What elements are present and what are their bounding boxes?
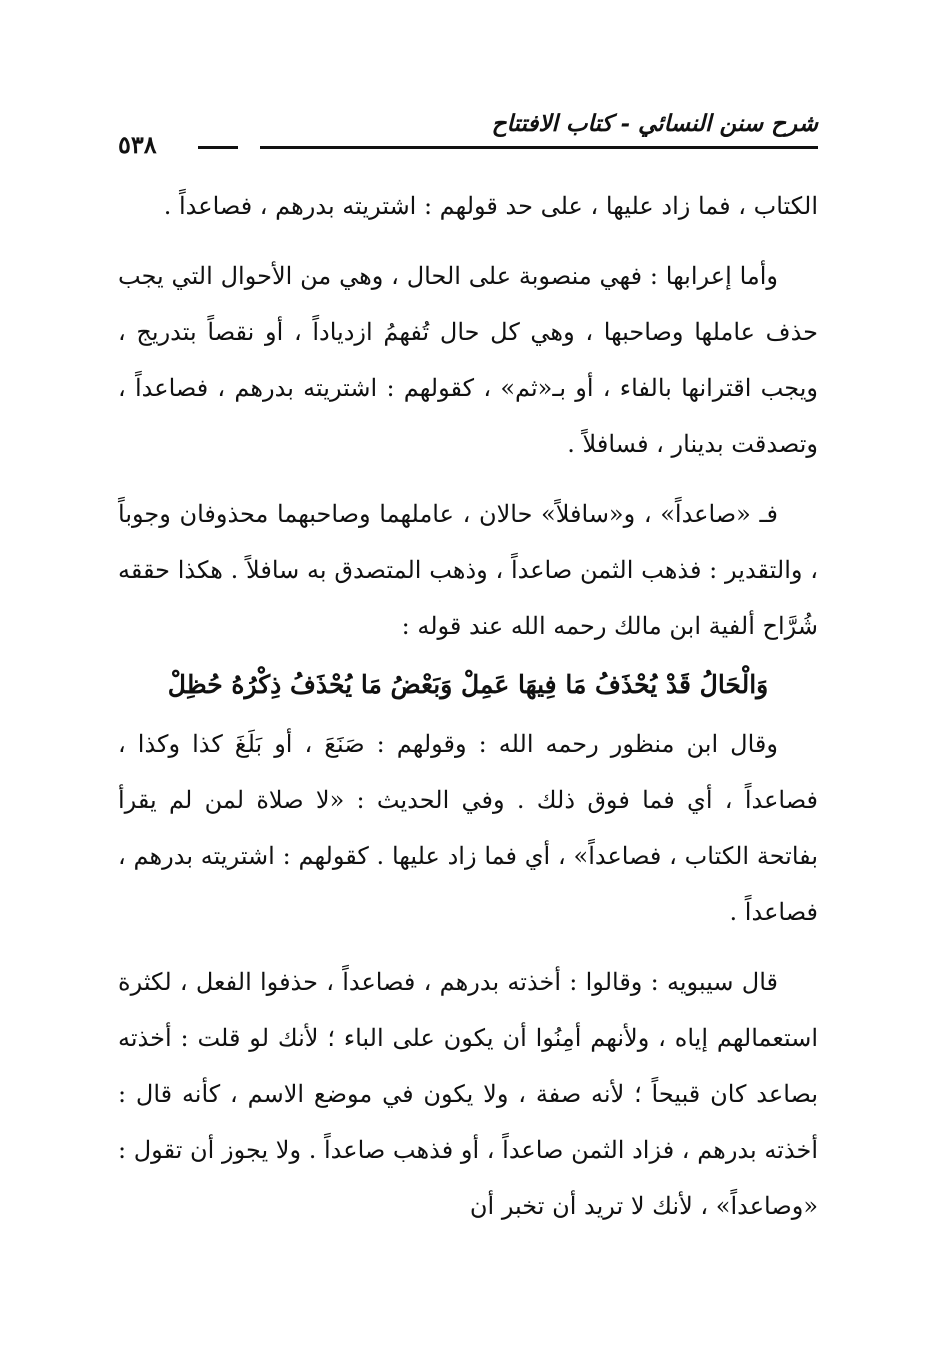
page-number: ٥٣٨	[118, 130, 157, 159]
paragraph-3: فـ «صاعداً» ، و«سافلاً» حالان ، عاملهما وصاحبهما محذوفان وجوباً ، والتقدير : فذهب الثمن صاعداً ، وذهب المتصدق به سافلاً . هكذا حققه شُرَّاح ألفية ابن مالك رحمه الله عند قوله :	[118, 500, 818, 640]
page-number-rule	[198, 146, 238, 149]
paragraph-5: قال سيبويه : وقالوا : أخذته بدرهم ، فصاعداً ، حذفوا الفعل ، لكثرة استعمالهم إياه ، ولأنهم أمِنُوا أن يكون على الباء ؛ لأنك لو قلت : أخذته بصاعد كان قبيحاً ؛ لأنه صفة ، ولا يكون في موضع الاسم ، كأنه قال : أخذته بدرهم ، فزاد الثمن صاعداً ، أو فذهب صاعداً . ولا يجوز أن تقول : «وصاعداً» ، لأنك لا تريد أن تخبر أن	[118, 968, 818, 1220]
running-title: شرح سنن النسائي - كتاب الافتتاح	[491, 110, 818, 137]
body-text	[118, 178, 818, 1234]
paragraph-4: وقال ابن منظور رحمه الله : وقولهم : صَنَعَ ، أو بَلَغَ كذا وكذا ، فصاعداً ، أي فما فوق ذلك . وفي الحديث : «لا صلاة لمن لم يقرأ بفاتحة الكتاب ، فصاعداً» ، أي فما زاد عليها . كقولهم : اشتريته بدرهم ، فصاعداً .	[118, 730, 818, 926]
poetry-verse: وَالْحَالُ قَدْ يُحْذَفُ مَا فِيهَا عَمِلْ وَبَعْضُ مَا يُحْذَفُ ذِكْرُهُ حُظِلْ	[167, 670, 769, 699]
page-header	[118, 108, 818, 159]
header-rule	[260, 146, 818, 149]
paragraph-1: الكتاب ، فما زاد عليها ، على حد قولهم : اشتريته بدرهم ، فصاعداً .	[163, 192, 818, 220]
paragraph-2: وأما إعرابها : فهي منصوبة على الحال ، وهي من الأحوال التي يجب حذف عاملها وصاحبها ، وهي كل حال تُفهمُ ازدياداً ، أو نقصاً بتدريج ، ويجب اقترانها بالفاء ، أو بـ«ثم» ، كقولهم : اشتريته بدرهم ، فصاعداً ، وتصدقت بدينار ، فسافلاً .	[118, 262, 818, 458]
